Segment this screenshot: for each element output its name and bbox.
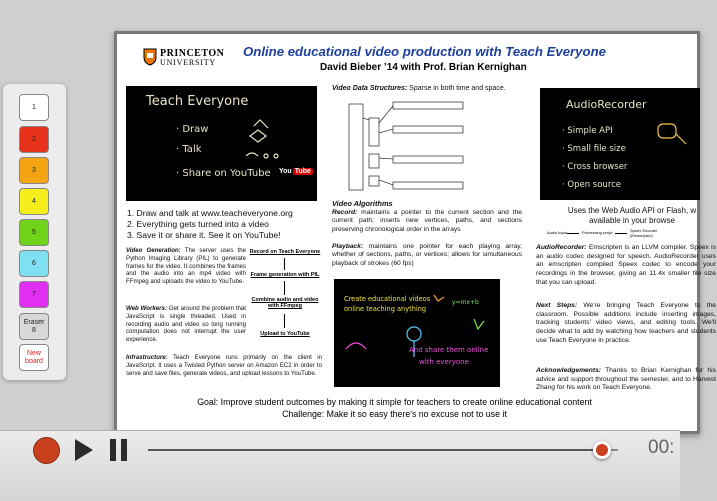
flow-arrow: [284, 314, 285, 328]
chalk-item-draw: · Draw: [176, 124, 209, 135]
acknowledgements-text: Acknowledgements: Thanks to Brian Kernighan for his advice and support throughout the semester, and to Harvest Zhang for his work on Teach Everyone.: [536, 367, 716, 392]
infrastructure-text: Infrastructure: Teach Everyone runs primarily on the client in JavaScript. It uses a Twisted Python server on Amazon EC2 in order to serve and save files, generate videos, and upload lessons to YouTube.: [126, 354, 322, 377]
pause-button[interactable]: [108, 438, 130, 462]
chalk-item-talk: · Talk: [176, 144, 202, 155]
pause-icon: [108, 438, 130, 462]
poster-slide: [114, 31, 717, 434]
princeton-shield-icon: [143, 48, 157, 66]
chalkboard-demo: [334, 279, 500, 387]
challenge-text: Challenge: Make it so easy there's no excuse not to use it: [282, 409, 507, 419]
play-button[interactable]: [73, 437, 95, 463]
data-structure-diagram: [345, 98, 475, 196]
chalk-item-share: · Share on YouTube: [176, 168, 271, 179]
color-palette: [3, 84, 66, 380]
flow-step: Combine audio and video with FFmpeg: [251, 297, 319, 309]
color-swatch-4[interactable]: 4: [19, 188, 49, 215]
chalk-item: · Small file size: [562, 144, 626, 154]
next-steps-text: Next Steps: We're bringing Teach Everyone to the classroom. Possible additions include inserting images, tracking students' video views, and editing tools. We'll decide what to add by watching how teachers and students use Teach Everyone in practice.: [536, 302, 716, 344]
youtube-logo: You Tube: [279, 168, 311, 175]
step-3: 3. Save it or share it. See it on YouTube!: [127, 230, 281, 240]
flow-step: Record on Teach Everyone: [249, 249, 321, 255]
eraser-button[interactable]: Eraser 8: [19, 313, 49, 340]
color-swatch-2[interactable]: 2: [19, 126, 49, 153]
color-swatch-1[interactable]: 1: [19, 94, 49, 121]
seek-bar[interactable]: [148, 449, 618, 451]
new-board-button[interactable]: New board: [19, 344, 49, 371]
goal-text: Goal: Improve student outcomes by making it simple for teachers to create online educational content: [197, 397, 592, 407]
time-display: 00:: [648, 437, 675, 458]
chalk-formula: y=mx+b: [452, 299, 479, 306]
chalk-item: · Simple API: [562, 126, 613, 136]
record-button[interactable]: [34, 438, 59, 463]
flow-step: Frame generation with PIL: [250, 272, 320, 278]
flow-arrow: [284, 258, 285, 270]
seek-handle[interactable]: [593, 441, 611, 459]
play-icon: [73, 437, 95, 463]
princeton-logo: [143, 46, 243, 68]
color-swatch-3[interactable]: 3: [19, 157, 49, 184]
step-2: 2. Everything gets turned into a video: [127, 219, 269, 229]
flow-step: Upload to YouTube: [260, 331, 310, 337]
chalk-title: Teach Everyone: [146, 94, 249, 109]
chalkboard-audiorecorder: [540, 88, 700, 200]
algorithms-heading: Video Algorithms: [332, 199, 393, 208]
step-1: 1. Draw and talk at www.teacheveryone.org: [127, 208, 293, 218]
poster-title: Online educational video production with Teach Everyone: [243, 44, 606, 59]
chalk-line: Create educational videos: [344, 295, 431, 303]
chalk-title: AudioRecorder: [566, 98, 647, 111]
playback-algorithm-text: Playback: maintains one pointer for each playing array, whether of sections, paths, or vertices; allows for simultaneous playback of strokes (60 fps): [332, 243, 522, 267]
video-generation-text: Video Generation: The server uses the Python Imaging Library (PIL) to generate frames for the video. It combines the frames and the audio into an mp4 video with FFmpeg and uploads the video to YouTube.: [126, 247, 246, 286]
chalk-item: · Open source: [562, 180, 622, 190]
chalk-line: online teaching anything: [344, 305, 427, 313]
microphone-icon: [650, 118, 690, 158]
audiorecorder-text: AudioRecorder: Emscripten is an LLVM compiler. Speex is an audio codec designed for speech. AudioRecorder uses an emscripten compiled Speex codec to encode your recordings in the browser, giving an 11.4x smaller file size that you can upload.: [536, 244, 717, 286]
university-sub: UNIVERSITY: [160, 58, 216, 67]
color-swatch-6[interactable]: 6: [19, 250, 49, 277]
color-swatch-7[interactable]: 7: [19, 281, 49, 308]
color-swatch-5[interactable]: 5: [19, 219, 49, 246]
poster-authors: David Bieber ’14 with Prof. Brian Kernighan: [320, 62, 527, 73]
web-workers-text: Web Workers: Get around the problem that JavaScript is single threaded. Used in recording audio and video so long running computation does not interrupt the user experience.: [126, 305, 246, 344]
data-structures-heading: Video Data Structures: Sparse in both time and space.: [332, 85, 506, 92]
chalkboard-teach-everyone: [126, 86, 317, 201]
university-name: PRINCETON: [160, 48, 225, 59]
audio-flow: Audio input Processing script Speex Encoder (Emscripten): [547, 228, 658, 238]
chalk-item: · Cross browser: [562, 162, 628, 172]
web-audio-caption: Uses the Web Audio API or Flash, w available in your browse: [567, 206, 697, 225]
drawing-face-icon: [244, 116, 304, 166]
seek-progress: [148, 449, 602, 451]
record-algorithm-text: Record: maintains a pointer to the current section and the current path; inserts new vertices, paths, and sections preserving chronological order in the arrays: [332, 209, 523, 233]
chalk-line: And share them online: [409, 346, 489, 354]
chalk-line: with everyone: [419, 358, 469, 366]
flow-arrow: [284, 281, 285, 295]
seek-handle-dot: [596, 444, 608, 456]
playback-bar: [0, 430, 680, 501]
chalk-doodles-icon: [334, 279, 494, 379]
pipeline-flow: [249, 249, 324, 349]
